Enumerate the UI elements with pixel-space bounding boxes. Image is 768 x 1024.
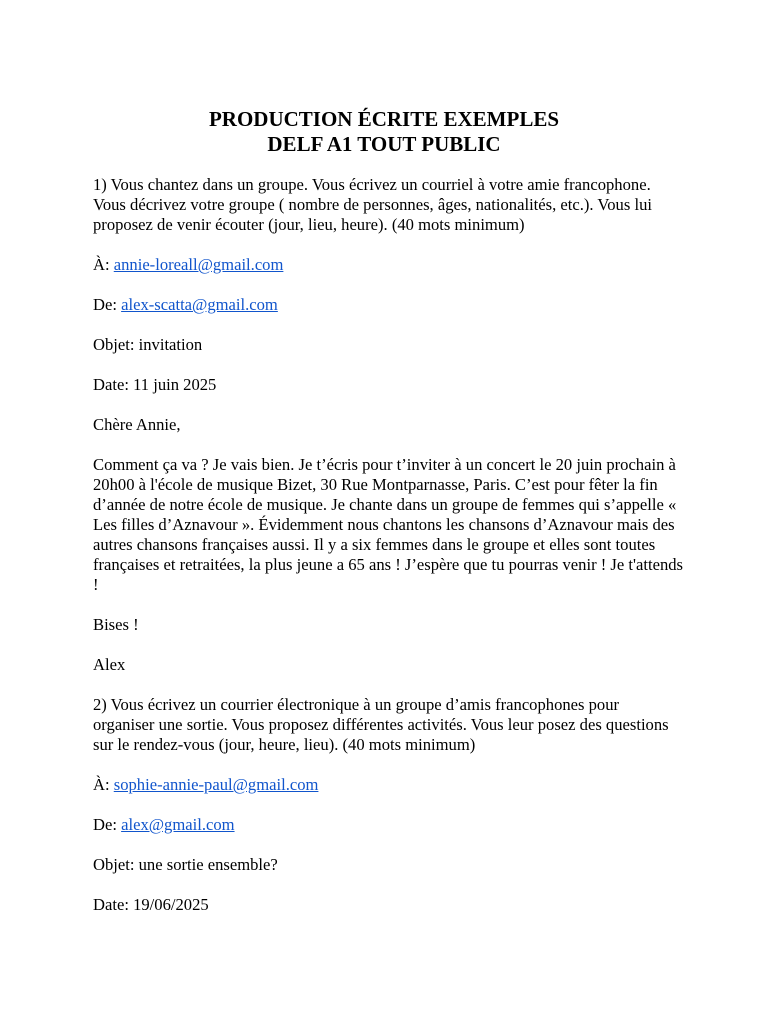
from-label: De: bbox=[93, 815, 122, 834]
from-label: De: bbox=[93, 295, 122, 314]
task1-body: Comment ça va ? Je vais bien. Je t’écris pour t’inviter à un concert le 20 juin prochain à 20h00 à l'école de musique Bizet, 30 Rue Montparnasse, Paris. C’est pour fêter la fin d’année de notre école de musique. Je chante dans un groupe de femmes qui s’appelle « Les filles d’Aznavour ». Évidemment nous chantons les chansons d’Aznavour mais des autres chansons françaises aussi. Il y a six femmes dans le groupe et elles sont toutes françaises et retraitées, la plus jeune a 65 ans ! J’espère que tu pourras venir ! Je t'attends ! bbox=[93, 455, 683, 594]
task1-greeting: Chère Annie, bbox=[93, 415, 181, 434]
task1-closing: Bises ! bbox=[93, 615, 139, 634]
document-subtitle: DELF A1 TOUT PUBLIC bbox=[267, 132, 501, 156]
task1-signature: Alex bbox=[93, 655, 126, 674]
task2-date: Date: 19/06/2025 bbox=[93, 895, 209, 914]
task2-to-line bbox=[93, 775, 683, 795]
document-body bbox=[93, 175, 683, 935]
task2-to-email-link[interactable]: sophie-annie-paul@gmail.com bbox=[113, 775, 319, 794]
to-label: À: bbox=[93, 255, 114, 274]
document-title: PRODUCTION ÉCRITE EXEMPLES bbox=[208, 107, 560, 131]
task2-from-line bbox=[93, 815, 683, 835]
task1-prompt: 1) Vous chantez dans un groupe. Vous écrivez un courriel à votre amie francophone. Vous décrivez votre groupe ( nombre de personnes, âges, nationalités, etc.). Vous lui proposez de venir écouter (jour, lieu, heure). (40 mots minimum) bbox=[93, 175, 652, 234]
task1-date: Date: 11 juin 2025 bbox=[93, 375, 217, 394]
task1-from-email-link[interactable]: alex-scatta@gmail.com bbox=[121, 295, 278, 314]
task2-prompt: 2) Vous écrivez un courrier électronique à un groupe d’amis francophones pour organiser une sortie. Vous proposez différentes activités. Vous leur posez des questions sur le rendez-vous (jour, heure, lieu). (40 mots minimum) bbox=[93, 695, 669, 754]
task2-subject: Objet: une sortie ensemble? bbox=[93, 855, 278, 874]
task1-from-line bbox=[93, 295, 683, 315]
to-label: À: bbox=[93, 775, 114, 794]
task1-to-email-link[interactable]: annie-loreall@gmail.com bbox=[113, 255, 284, 274]
task1-subject: Objet: invitation bbox=[93, 335, 203, 354]
task2-from-email-link[interactable]: alex@gmail.com bbox=[121, 815, 235, 834]
task1-to-line bbox=[93, 255, 683, 275]
